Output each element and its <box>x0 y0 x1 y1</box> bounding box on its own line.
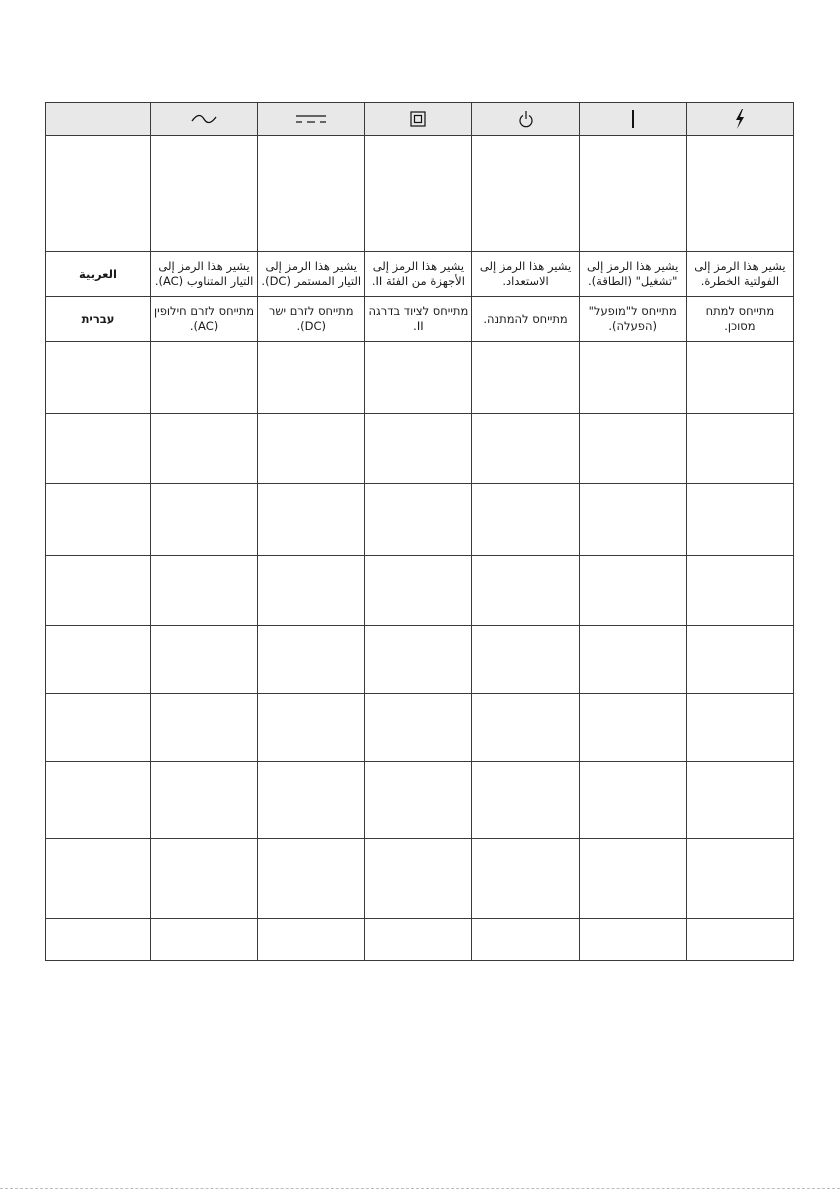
empty-cell <box>46 556 151 626</box>
empty-cell <box>151 556 258 626</box>
empty-cell <box>686 556 793 626</box>
empty-cell <box>579 919 686 961</box>
class-ii-equipment-icon <box>410 111 426 127</box>
spacer-cell <box>686 136 793 252</box>
empty-cell <box>46 762 151 839</box>
empty-cell <box>365 626 472 694</box>
empty-cell <box>686 414 793 484</box>
empty-row <box>46 414 794 484</box>
empty-cell <box>151 626 258 694</box>
symbols-table <box>45 102 794 961</box>
arabic-standby-description: يشير هذا الرمز إلى الاستعداد. <box>472 252 579 297</box>
empty-cell <box>365 919 472 961</box>
empty-cell <box>258 556 365 626</box>
ac-symbol-cell <box>151 103 258 136</box>
empty-cell <box>365 342 472 414</box>
empty-cell <box>579 342 686 414</box>
arabic-class-ii-description: يشير هذا الرمز إلى الأجهزة من الفئة II. <box>365 252 472 297</box>
empty-cell <box>365 839 472 919</box>
empty-cell <box>686 626 793 694</box>
empty-row <box>46 484 794 556</box>
empty-cell <box>46 626 151 694</box>
empty-cell <box>472 484 579 556</box>
hebrew-ac-description: מתייחס לזרם חילופין (AC). <box>151 297 258 342</box>
class-ii-symbol-cell <box>365 103 472 136</box>
empty-cell <box>472 414 579 484</box>
icon-spacer-row <box>46 136 794 252</box>
empty-cell <box>579 839 686 919</box>
symbol-header-row <box>46 103 794 136</box>
arabic-dangerous-voltage-description: يشير هذا الرمز إلى الفولتية الخطرة. <box>686 252 793 297</box>
empty-cell <box>151 484 258 556</box>
empty-cell <box>365 414 472 484</box>
hebrew-dangerous-voltage-description: מתייחס למתח מסוכן. <box>686 297 793 342</box>
power-on-icon <box>630 109 636 129</box>
spacer-cell <box>46 136 151 252</box>
arabic-dc-description: يشير هذا الرمز إلى التيار المستمر (DC). <box>258 252 365 297</box>
empty-cell <box>365 556 472 626</box>
empty-cell <box>472 839 579 919</box>
hebrew-dc-description: מתייחס לזרם ישר (DC). <box>258 297 365 342</box>
empty-row <box>46 556 794 626</box>
arabic-row <box>46 252 794 297</box>
empty-row <box>46 694 794 762</box>
spacer-cell <box>365 136 472 252</box>
empty-cell <box>579 626 686 694</box>
hebrew-row <box>46 297 794 342</box>
spacer-cell <box>258 136 365 252</box>
hebrew-power-on-description: מתייחס ל"מופעל" (הפעלה). <box>579 297 686 342</box>
empty-cell <box>151 762 258 839</box>
empty-cell <box>46 484 151 556</box>
hebrew-class-ii-description: מתייחס לציוד בדרגה II. <box>365 297 472 342</box>
dc-current-icon <box>294 113 328 125</box>
empty-cell <box>686 342 793 414</box>
empty-cell <box>472 342 579 414</box>
language-label-hebrew: עברית <box>46 297 151 342</box>
ac-current-icon <box>190 112 218 126</box>
empty-cell <box>579 556 686 626</box>
empty-cell <box>472 556 579 626</box>
empty-cell <box>365 694 472 762</box>
empty-cell <box>258 919 365 961</box>
empty-cell <box>46 839 151 919</box>
empty-row <box>46 342 794 414</box>
empty-cell <box>579 762 686 839</box>
empty-cell <box>472 919 579 961</box>
standby-icon <box>518 110 534 128</box>
empty-cell <box>258 414 365 484</box>
spacer-cell <box>472 136 579 252</box>
empty-cell <box>579 414 686 484</box>
empty-cell <box>686 762 793 839</box>
empty-cell <box>579 484 686 556</box>
empty-cell <box>472 762 579 839</box>
dangerous-voltage-symbol-cell <box>686 103 793 136</box>
empty-row <box>46 919 794 961</box>
empty-cell <box>579 694 686 762</box>
spacer-cell <box>579 136 686 252</box>
spacer-cell <box>151 136 258 252</box>
empty-cell <box>686 694 793 762</box>
empty-cell <box>258 762 365 839</box>
empty-row <box>46 626 794 694</box>
language-label-arabic: العربية <box>46 252 151 297</box>
empty-cell <box>686 919 793 961</box>
arabic-power-on-description: يشير هذا الرمز إلى "تشغيل" (الطاقة). <box>579 252 686 297</box>
empty-cell <box>258 839 365 919</box>
empty-cell <box>46 694 151 762</box>
empty-cell <box>258 342 365 414</box>
empty-cell <box>686 484 793 556</box>
page-bottom-dashed-line <box>0 1188 840 1189</box>
empty-cell <box>46 919 151 961</box>
empty-cell <box>258 484 365 556</box>
empty-cell <box>365 484 472 556</box>
empty-cell <box>151 839 258 919</box>
empty-cell <box>151 694 258 762</box>
standby-symbol-cell <box>472 103 579 136</box>
empty-cell <box>472 626 579 694</box>
empty-cell <box>472 694 579 762</box>
hebrew-standby-description: מתייחס להמתנה. <box>472 297 579 342</box>
power-on-symbol-cell <box>579 103 686 136</box>
empty-cell <box>46 342 151 414</box>
header-blank-cell <box>46 103 151 136</box>
empty-row <box>46 839 794 919</box>
empty-cell <box>365 762 472 839</box>
empty-cell <box>258 694 365 762</box>
empty-cell <box>151 919 258 961</box>
arabic-ac-description: يشير هذا الرمز إلى التيار المتناوب (AC). <box>151 252 258 297</box>
empty-cell <box>151 342 258 414</box>
empty-cell <box>151 414 258 484</box>
dc-symbol-cell <box>258 103 365 136</box>
empty-cell <box>258 626 365 694</box>
dangerous-voltage-icon <box>733 108 747 130</box>
empty-row <box>46 762 794 839</box>
empty-cell <box>686 839 793 919</box>
empty-cell <box>46 414 151 484</box>
